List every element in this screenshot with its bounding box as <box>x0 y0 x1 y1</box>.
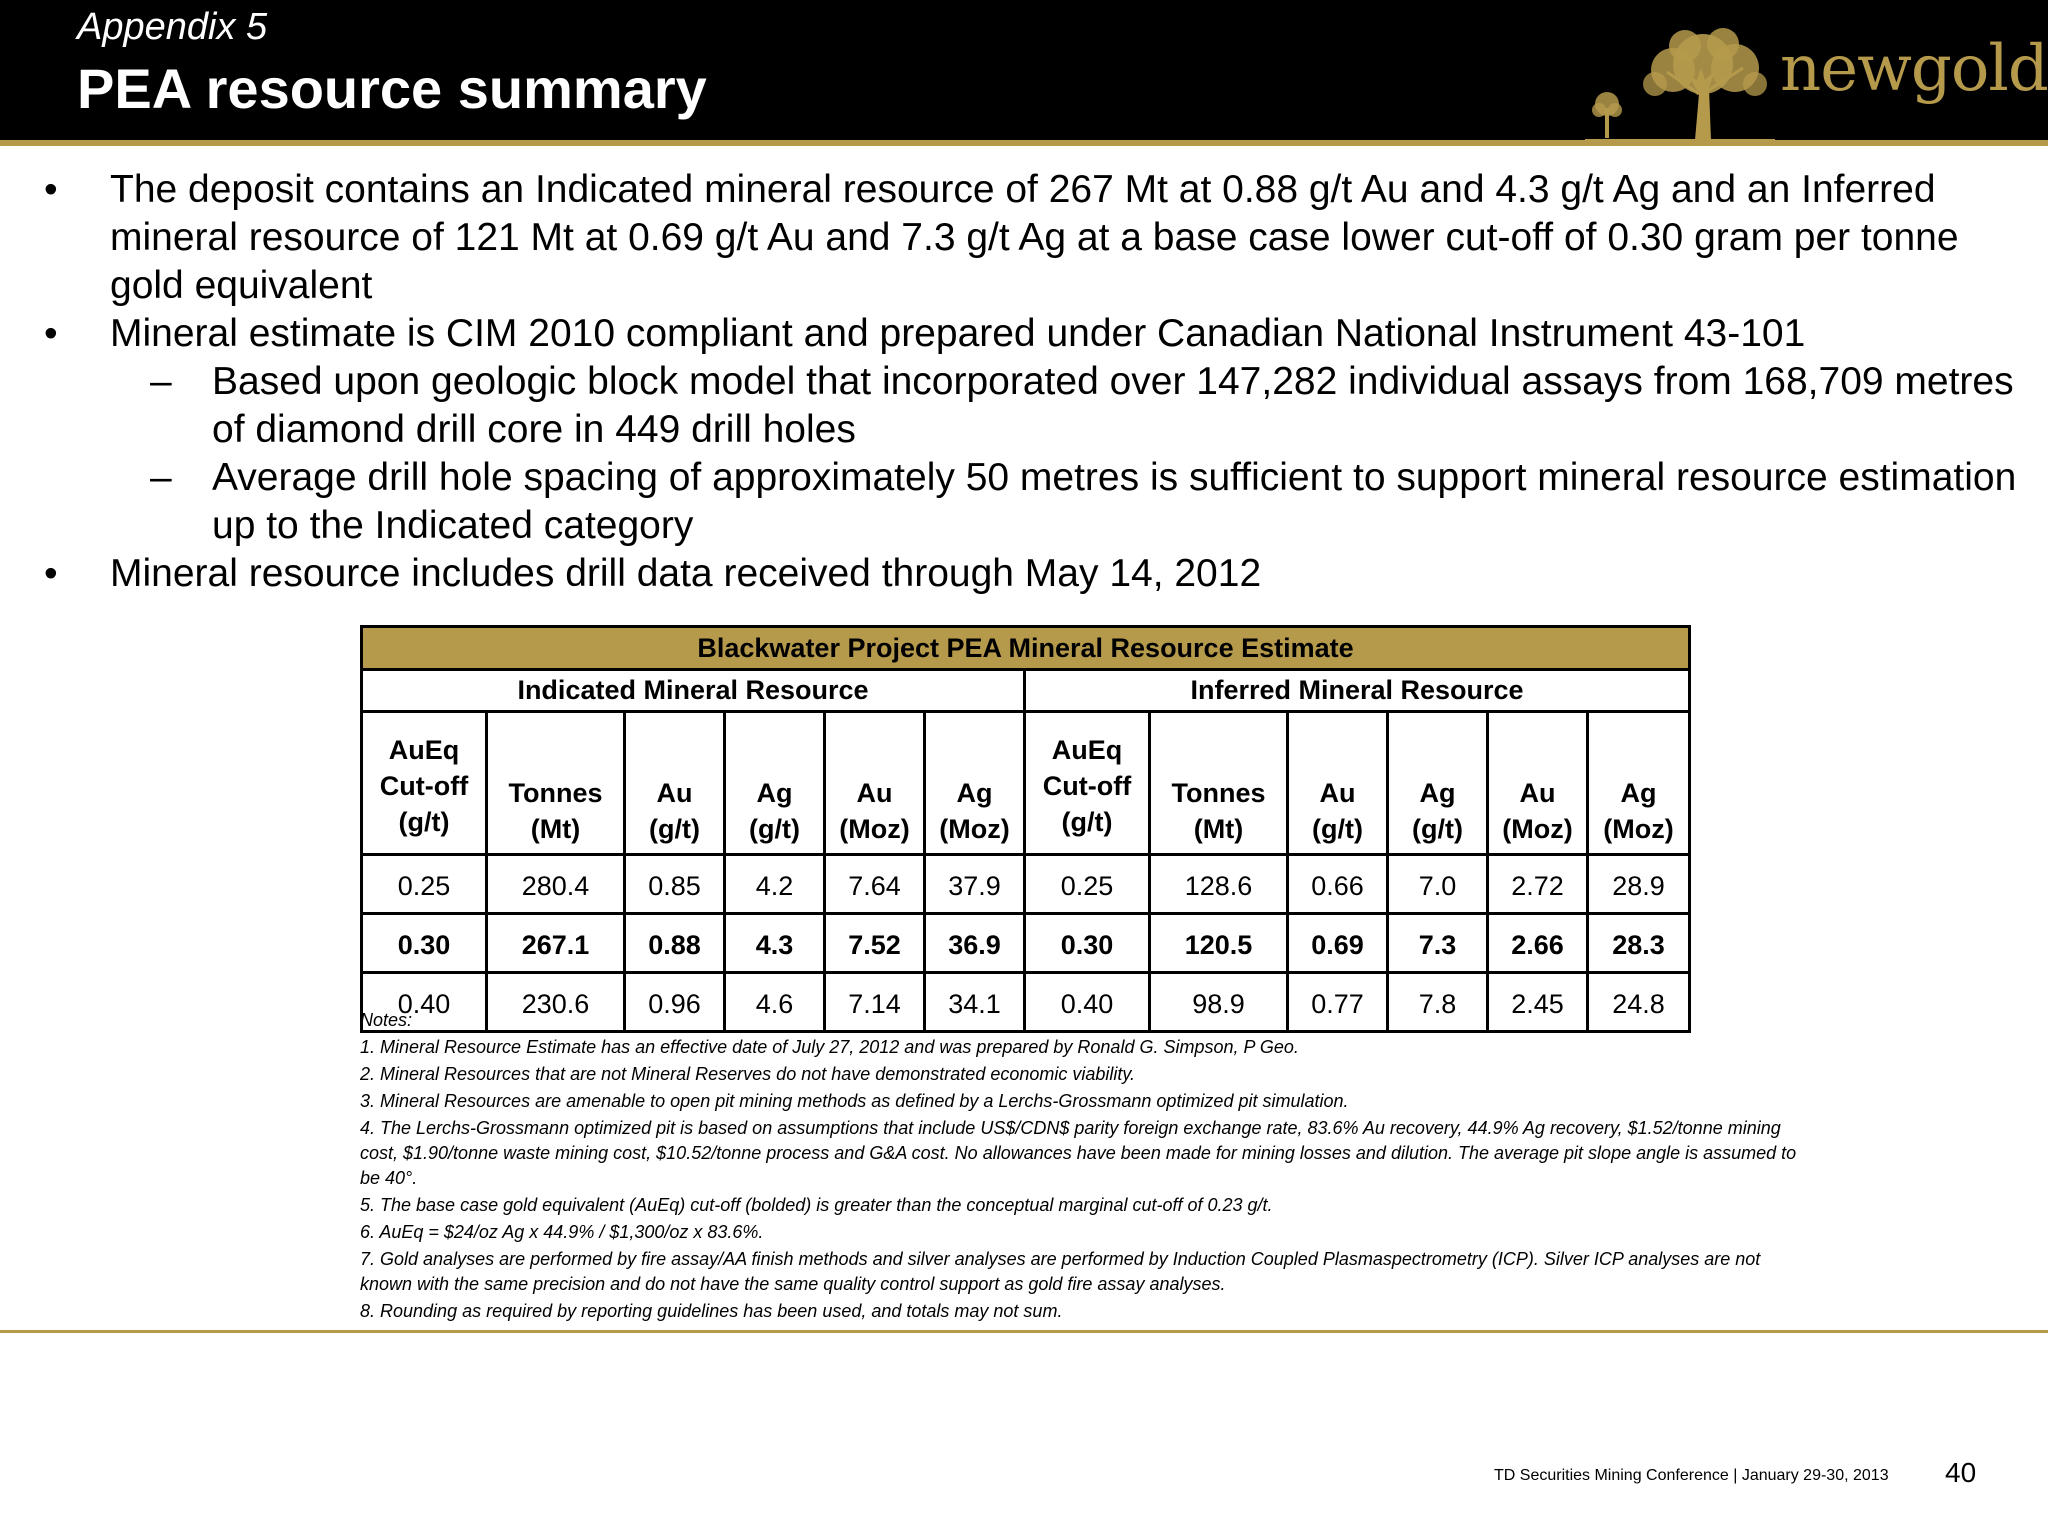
column-header-line: (g/t) <box>1312 814 1363 844</box>
bullet-mark: • <box>44 552 58 595</box>
bullet-text: Mineral estimate is CIM 2010 compliant and prepared under Canadian National Instrument 43-101 <box>110 312 1806 355</box>
column-header-line: (g/t) <box>398 807 450 837</box>
column-header-line: AuEq <box>388 735 460 765</box>
table-cell: 4.3 <box>725 914 825 973</box>
table-cell: 0.25 <box>362 855 487 914</box>
bullet-text: The deposit contains an Indicated mineral resource of 267 Mt at 0.88 g/t Au and 4.3 g/t Ag and an Inferred mineral resource of 121 Mt at 0.69 g/t Au and 7.3 g/t Ag at a base case lower cut-off of 0.30 gram per tonne gold equivalent <box>110 168 1959 307</box>
table-cell: 0.96 <box>625 973 725 1032</box>
table-cell: 7.14 <box>825 973 925 1032</box>
column-header-line: (Moz) <box>1502 814 1573 844</box>
group-header-indicated: Indicated Mineral Resource <box>362 670 1025 712</box>
table-cell: 0.30 <box>1025 914 1150 973</box>
table-cell: 34.1 <box>925 973 1025 1032</box>
bullet-item <box>40 550 2025 598</box>
column-header-line: Au <box>656 778 693 808</box>
resource-estimate-table <box>360 625 1691 1033</box>
notes-heading: Notes: <box>360 1010 413 1030</box>
column-header <box>1588 712 1690 855</box>
table-cell: 36.9 <box>925 914 1025 973</box>
table-cell: 2.45 <box>1488 973 1588 1032</box>
column-header-line: Tonnes <box>1171 778 1266 808</box>
table-cell: 0.40 <box>1025 973 1150 1032</box>
note-item: 3. Mineral Resources are amenable to open pit mining methods as defined by a Lerchs-Grossmann optimized pit simulation. <box>360 1091 1349 1111</box>
table-notes <box>360 1008 1800 1326</box>
table-cell: 0.85 <box>625 855 725 914</box>
sub-bullet-mark: – <box>150 456 172 499</box>
sub-bullet-mark: – <box>150 360 172 403</box>
table-cell: 0.66 <box>1288 855 1388 914</box>
bullet-item <box>40 310 2025 358</box>
bullet-mark: • <box>44 312 58 355</box>
column-header-line: (Moz) <box>1603 814 1674 844</box>
table-cell: 28.9 <box>1588 855 1690 914</box>
footer-divider <box>0 1330 2048 1333</box>
bullet-mark: • <box>44 168 58 211</box>
column-header-line: Tonnes <box>508 778 603 808</box>
column-header <box>1150 712 1288 855</box>
column-header <box>487 712 625 855</box>
table-cell: 7.64 <box>825 855 925 914</box>
table-cell: 280.4 <box>487 855 625 914</box>
column-header <box>1488 712 1588 855</box>
column-header-line: Ag <box>956 778 993 808</box>
note-item: 7. Gold analyses are performed by fire assay/AA finish methods and silver analyses are performed by Induction Coupled Plasmaspectrometry (ICP). Silver ICP analyses are not known with the same precision and do not have the same quality control support as gold fire assay analyses. <box>360 1249 1761 1294</box>
table-cell: 128.6 <box>1150 855 1288 914</box>
bullet-item <box>40 166 2025 310</box>
table-cell: 0.69 <box>1288 914 1388 973</box>
table-caption: Blackwater Project PEA Mineral Resource Estimate <box>362 627 1690 670</box>
page-number: 40 <box>1945 1457 1977 1488</box>
company-logo-text: newgold <box>1780 32 2048 106</box>
table-cell: 4.2 <box>725 855 825 914</box>
column-header-line: (g/t) <box>649 814 700 844</box>
column-header-line: Ag <box>756 778 793 808</box>
note-item: 4. The Lerchs-Grossmann optimized pit is based on assumptions that include US$/CDN$ parity foreign exchange rate, 83.6% Au recovery, 44.9% Ag recovery, $1.52/tonne mining cost, $1.90/tonne waste mining cost, $10.52/tonne process and G&A cost. No allowances have been made for mining losses and dilution. The average pit slope angle is assumed to be 40°. <box>360 1118 1797 1188</box>
column-header-line: Au <box>1519 778 1556 808</box>
column-header-line: (Mt) <box>530 814 581 844</box>
note-item: 8. Rounding as required by reporting guidelines has been used, and totals may not sum. <box>360 1301 1063 1321</box>
bullet-list <box>40 166 2025 598</box>
table-cell: 0.40 <box>362 973 487 1032</box>
note-item: 1. Mineral Resource Estimate has an effective date of July 27, 2012 and was prepared by Ronald G. Simpson, P Geo. <box>360 1037 1299 1057</box>
table-cell: 7.0 <box>1388 855 1488 914</box>
table-cell: 120.5 <box>1150 914 1288 973</box>
sub-bullet-item <box>40 358 2025 454</box>
table-cell: 2.66 <box>1488 914 1588 973</box>
note-item: 6. AuEq = $24/oz Ag x 44.9% / $1,300/oz x 83.6%. <box>360 1222 764 1242</box>
column-header-line: (g/t) <box>1412 814 1463 844</box>
column-header-line: (Moz) <box>839 814 910 844</box>
table-cell: 0.88 <box>625 914 725 973</box>
column-header-line: (Mt) <box>1193 814 1244 844</box>
column-header-line: AuEq <box>1051 735 1123 765</box>
column-header <box>725 712 825 855</box>
column-header-line: (g/t) <box>1061 807 1113 837</box>
column-header-line: (g/t) <box>749 814 800 844</box>
table-cell: 2.72 <box>1488 855 1588 914</box>
column-header-line: Cut-off <box>1042 771 1132 801</box>
table-cell: 7.52 <box>825 914 925 973</box>
table-cell: 24.8 <box>1588 973 1690 1032</box>
column-header <box>1025 712 1150 855</box>
column-header-line: Ag <box>1620 778 1657 808</box>
table-cell: 0.30 <box>362 914 487 973</box>
table-cell: 267.1 <box>487 914 625 973</box>
table-row <box>362 855 1690 914</box>
table-cell: 7.8 <box>1388 973 1488 1032</box>
table-row <box>362 914 1690 973</box>
column-header <box>825 712 925 855</box>
table-cell: 4.6 <box>725 973 825 1032</box>
table-cell: 0.25 <box>1025 855 1150 914</box>
sub-bullet-item <box>40 454 2025 550</box>
column-header <box>1388 712 1488 855</box>
column-header-line: Au <box>856 778 893 808</box>
slide-title: PEA resource summary <box>77 57 707 120</box>
column-header-line: Ag <box>1419 778 1456 808</box>
table-body <box>362 627 1690 1032</box>
column-header-line: Au <box>1319 778 1356 808</box>
column-header <box>625 712 725 855</box>
column-header-line: (Moz) <box>939 814 1010 844</box>
column-header-line: Cut-off <box>379 771 469 801</box>
table-cell: 0.77 <box>1288 973 1388 1032</box>
note-item: 5. The base case gold equivalent (AuEq) cut-off (bolded) is greater than the conceptual marginal cut-off of 0.23 g/t. <box>360 1195 1273 1215</box>
sub-bullet-text: Average drill hole spacing of approximately 50 metres is sufficient to support mineral resource estimation up to the Indicated category <box>212 456 2017 547</box>
column-header-row <box>362 712 1690 855</box>
bullet-text: Mineral resource includes drill data received through May 14, 2012 <box>110 552 1262 595</box>
sub-bullet-text: Based upon geologic block model that incorporated over 147,282 individual assays from 168,709 metres of diamond drill core in 449 drill holes <box>212 360 2014 451</box>
table-cell: 7.3 <box>1388 914 1488 973</box>
column-header <box>1288 712 1388 855</box>
slide-subtitle: Appendix 5 <box>77 6 268 48</box>
group-header-inferred: Inferred Mineral Resource <box>1025 670 1690 712</box>
column-header <box>925 712 1025 855</box>
table-cell: 230.6 <box>487 973 625 1032</box>
footer-text: TD Securities Mining Conference | January 29-30, 2013 <box>1494 1467 1889 1484</box>
table-cell: 37.9 <box>925 855 1025 914</box>
table-cell: 28.3 <box>1588 914 1690 973</box>
note-item: 2. Mineral Resources that are not Mineral Reserves do not have demonstrated economic viability. <box>360 1064 1136 1084</box>
column-header <box>362 712 487 855</box>
table-cell: 98.9 <box>1150 973 1288 1032</box>
